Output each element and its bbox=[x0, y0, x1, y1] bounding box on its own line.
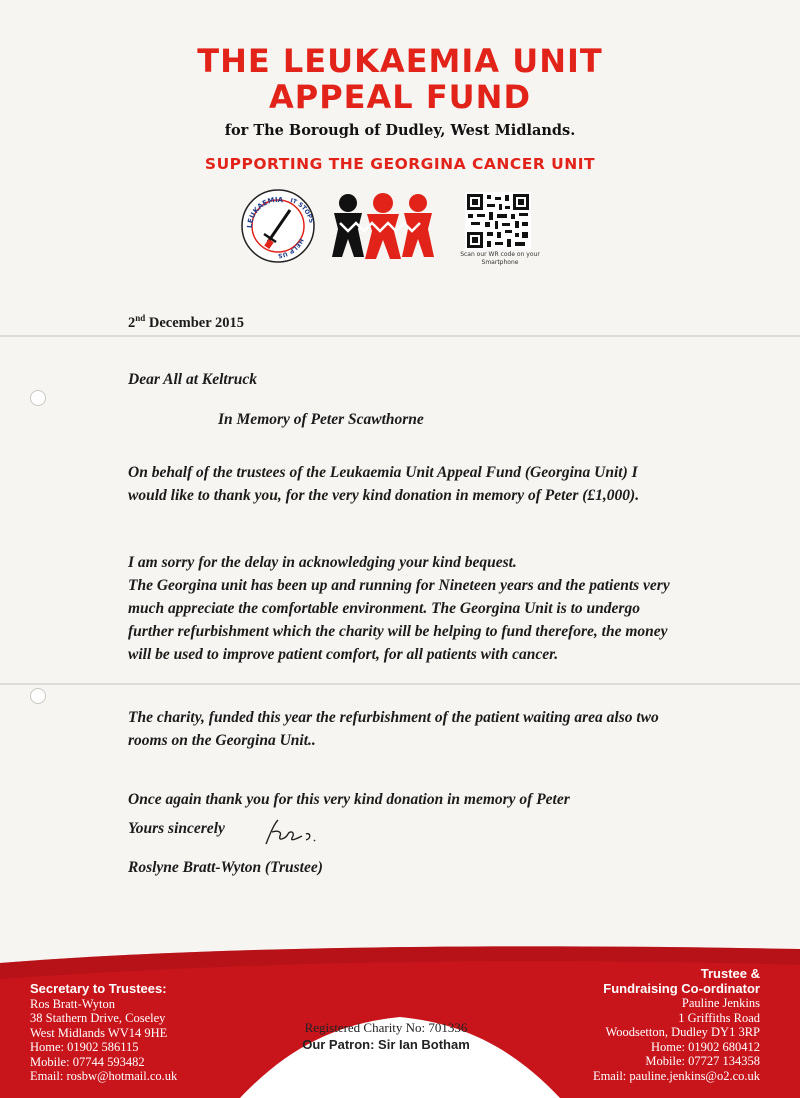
handwritten-signature bbox=[260, 816, 320, 848]
letter-date: 2nd December 2015 bbox=[128, 313, 245, 331]
title-line-1: THE LEUKAEMIA UNIT bbox=[197, 42, 603, 80]
title-line-2: APPEAL FUND bbox=[268, 78, 531, 116]
fold-line-bottom bbox=[0, 683, 800, 685]
qr-caption: Scan our WR code on your Smartphone bbox=[460, 251, 540, 266]
borough-subtitle: for The Borough of Dudley, West Midlands. bbox=[224, 122, 576, 139]
secretary-mobile: Mobile: 07744 593482 bbox=[30, 1054, 145, 1069]
coordinator-home-phone: Home: 01902 680412 bbox=[650, 1039, 760, 1054]
footer-coordinator-block bbox=[593, 967, 760, 1083]
qr-code-icon bbox=[465, 192, 531, 250]
footer-secretary-block bbox=[30, 982, 177, 1084]
coordinator-heading-2: Fundraising Co-ordinator bbox=[603, 980, 760, 996]
letter-memo-line: In Memory of Peter Scawthorne bbox=[218, 411, 424, 428]
coordinator-heading-1: Trustee & bbox=[700, 966, 760, 981]
secretary-heading: Secretary to Trustees: bbox=[30, 981, 167, 996]
supporting-line: SUPPORTING THE GEORGINA CANCER UNIT bbox=[204, 155, 596, 173]
badge-text-top: LEUKAEMIA bbox=[245, 195, 284, 229]
letter-closing: Yours sincerely bbox=[128, 820, 225, 837]
letter-paragraph-2-line-1: I am sorry for the delay in acknowledging your kind bequest. bbox=[128, 554, 517, 571]
letter-paragraph-1: On behalf of the trustees of the Leukaemia Unit Appeal Fund (Georgina Unit) I would like to thank you, for the very kind donation in memory of Peter (£1,000). bbox=[128, 463, 640, 504]
coordinator-name: Pauline Jenkins bbox=[681, 996, 760, 1010]
registered-charity-number: Registered Charity No: 701336 bbox=[304, 1020, 468, 1035]
secretary-address-1: 38 Stathern Drive, Coseley bbox=[30, 1011, 166, 1025]
letter-signer: Roslyne Bratt-Wyton (Trustee) bbox=[128, 859, 323, 876]
secretary-name: Ros Bratt-Wyton bbox=[30, 996, 116, 1011]
coordinator-address-1: 1 Griffiths Road bbox=[678, 1010, 760, 1025]
letter-paragraph-3: The charity, funded this year the refurbishment of the patient waiting area also two rooms on the Georgina Unit.. bbox=[128, 708, 659, 749]
coordinator-address-2: Woodsetton, Dudley DY1 3RP bbox=[605, 1025, 760, 1039]
patron-line: Our Patron: Sir Ian Botham bbox=[302, 1037, 470, 1052]
secretary-home-phone: Home: 01902 586115 bbox=[30, 1040, 139, 1054]
letter-greeting: Dear All at Keltruck bbox=[128, 371, 258, 388]
punch-hole-top bbox=[30, 390, 46, 406]
leukaemia-badge-logo bbox=[240, 188, 316, 264]
fold-line-top bbox=[0, 335, 800, 337]
punch-hole-bottom bbox=[30, 688, 46, 704]
letter-footer bbox=[0, 935, 800, 1098]
footer-charity-block bbox=[270, 1019, 502, 1053]
secretary-email: Email: rosbw@hotmail.co.uk bbox=[30, 1069, 178, 1083]
secretary-address-2: West Midlands WV14 9HE bbox=[30, 1025, 168, 1040]
coordinator-email: Email: pauline.jenkins@o2.co.uk bbox=[592, 1068, 760, 1083]
badge-text-side: IT STOPS bbox=[289, 197, 315, 224]
three-figures-logo bbox=[330, 189, 436, 261]
badge-text-bottom: HELP US bbox=[277, 237, 305, 260]
coordinator-mobile: Mobile: 07727 134358 bbox=[645, 1054, 760, 1068]
letter-paragraph-2 bbox=[128, 551, 673, 666]
letter-paragraph-4: Once again thank you for this very kind donation in memory of Peter bbox=[128, 790, 570, 808]
letter-paragraph-2-body: The Georgina unit has been up and running for Nineteen years and the patients very much appreciate the comfortable environment. The Georgina Unit is to undergo further refurbishment which the charity will be helping to fund therefore, the money will be used to improve patient comfort, for all patients with cancer. bbox=[128, 577, 670, 663]
